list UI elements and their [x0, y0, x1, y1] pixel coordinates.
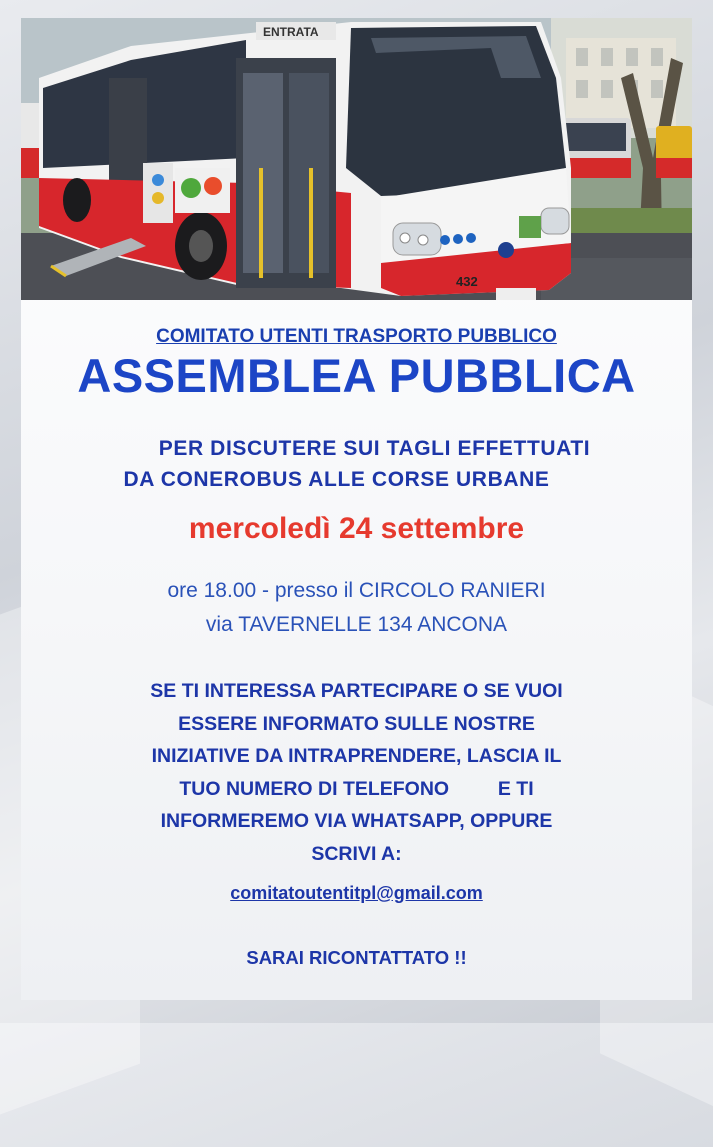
- body-line: SCRIVI A:: [311, 843, 402, 865]
- body-line: SE TI INTERESSA PARTECIPARE O SE VUOI: [150, 680, 563, 702]
- closing-text: SARAI RICONTATTATO !!: [246, 947, 467, 968]
- body-line: TUO NUMERO DI TELEFONO E TI: [179, 778, 534, 800]
- body-line: INIZIATIVE DA INTRAPRENDERE, LASCIA IL: [151, 745, 562, 767]
- bus-fleet-number: 432: [456, 274, 478, 289]
- bus-photo: [21, 18, 692, 300]
- subtitle-line-2: DA CONEROBUS ALLE CORSE URBANE: [123, 468, 550, 491]
- bus-entrance-sign: ENTRATA: [263, 25, 319, 39]
- event-date: mercoledì 24 settembre: [188, 512, 525, 545]
- event-time-venue: ore 18.00 - presso il CIRCOLO RANIERI: [167, 579, 546, 602]
- poster-card: [21, 18, 692, 1000]
- subtitle-line-1: PER DISCUTERE SUI TAGLI EFFETTUATI: [158, 437, 591, 460]
- body-line: ESSERE INFORMATO SULLE NOSTRE: [178, 713, 535, 735]
- contact-email-link[interactable]: comitatoutentitpl@gmail.com: [230, 883, 483, 903]
- poster-title: ASSEMBLEA PUBBLICA: [77, 349, 636, 402]
- event-address: via TAVERNELLE 134 ANCONA: [205, 613, 508, 636]
- body-line: INFORMEREMO VIA WHATSAPP, OPPURE: [160, 810, 553, 832]
- committee-name: COMITATO UTENTI TRASPORTO PUBBLICO: [156, 326, 557, 347]
